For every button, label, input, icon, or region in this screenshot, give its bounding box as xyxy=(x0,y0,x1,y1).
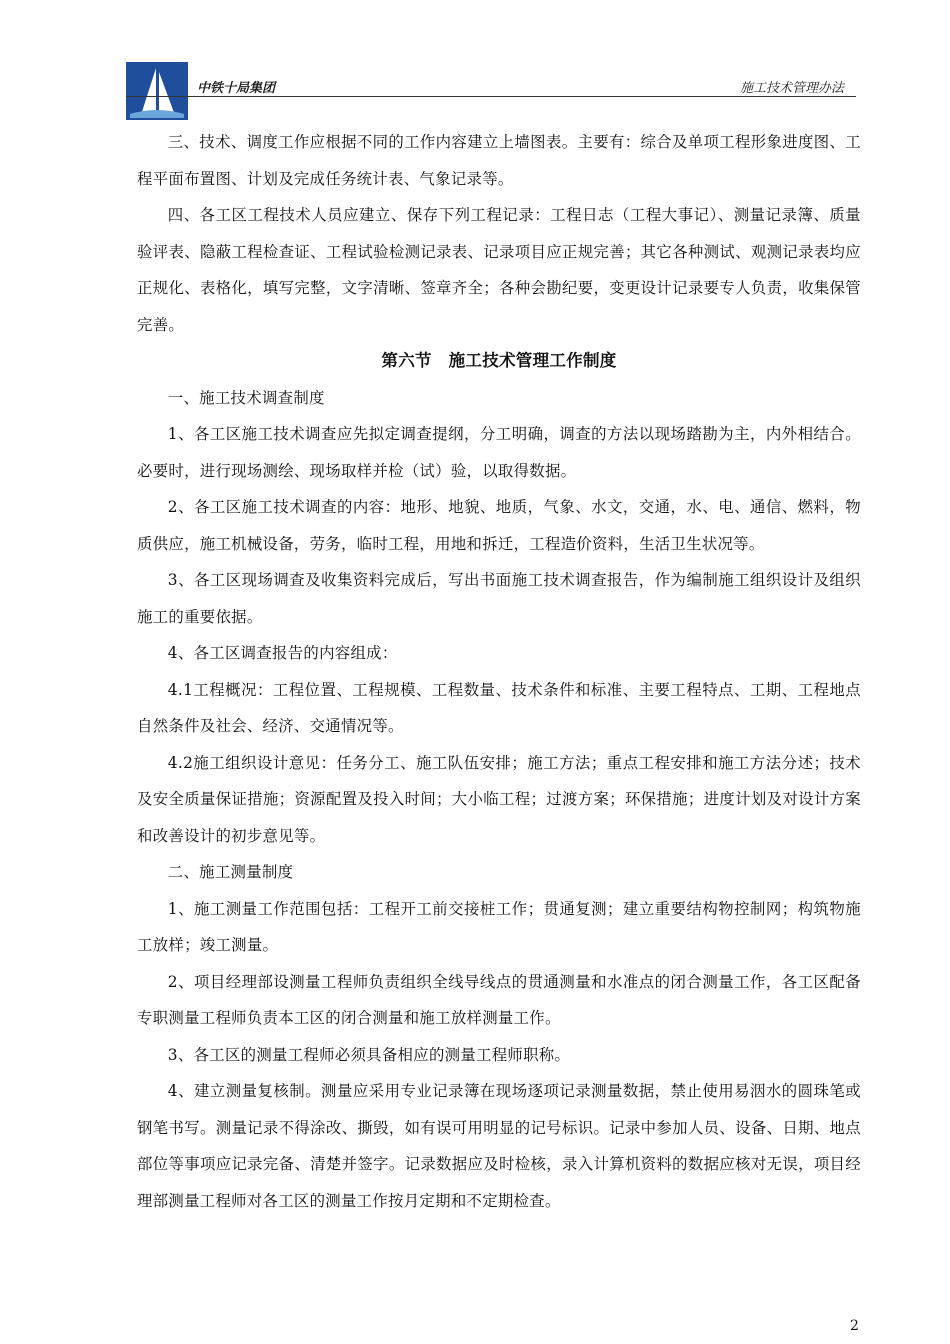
header-doc-title: 施工技术管理办法 xyxy=(739,81,844,96)
paragraph: 1、各工区施工技术调查应先拟定调查提纲，分工明确，调查的方法以现场踏勘为主，内外相结合。必要时，进行现场测绘、现场取样并检（试）验，以取得数据。 xyxy=(137,425,861,480)
page-number: 2 xyxy=(850,1318,859,1334)
paragraph: 四、各工区工程技术人员应建立、保存下列工程记录：工程日志（工程大事记）、测量记录簿、质量验评表、隐蔽工程检查证、工程试验检测记录表、记录项目应正规完善；其它各种测试、观测记录表均应正规化、表格化，填写完整，文字清晰、签章齐全；各种会勘纪要，变更设计记录要专人负责，收集保管完善。 xyxy=(137,206,861,334)
section-heading: 第六节 施工技术管理工作制度 xyxy=(381,351,617,370)
paragraph: 2、各工区施工技术调查的内容：地形、地貌、地质，气象、水文，交通，水、电、通信、燃料，物质供应，施工机械设备，劳务，临时工程，用地和拆迁，工程造价资料，生活卫生状况等。 xyxy=(137,498,861,553)
document-body xyxy=(137,124,861,1219)
paragraph: 3、各工区的测量工程师必须具备相应的测量工程师职称。 xyxy=(167,1045,571,1064)
company-logo xyxy=(126,62,188,120)
paragraph: 4.1工程概况：工程位置、工程规模、工程数量、技术条件和标准、主要工程特点、工期、工程地点自然条件及社会、经济、交通情况等。 xyxy=(137,680,861,735)
paragraph: 4.2施工组织设计意见：任务分工、施工队伍安排；施工方法；重点工程安排和施工方法分述；技术及安全质量保证措施；资源配置及投入时间；大小临工程；过渡方案；环保措施；进度计划及对设计方案和改善设计的初步意见等。 xyxy=(137,753,861,845)
paragraph: 三、技术、调度工作应根据不同的工作内容建立上墙图表。主要有：综合及单项工程形象进度图、工程平面布置图、计划及完成任务统计表、气象记录等。 xyxy=(137,133,861,188)
paragraph: 4、建立测量复核制。测量应采用专业记录簿在现场逐项记录测量数据，禁止使用易洇水的圆珠笔或钢笔书写。测量记录不得涂改、撕毁，如有误可用明显的记号标识。记录中参加人员、设备、日期、地点部位等事项应记录完备、清楚并签字。记录数据应及时检核，录入计算机资料的数据应核对无误，项目经理部测量工程师对各工区的测量工作按月定期和不定期检查。 xyxy=(137,1082,861,1210)
paragraph: 1、施工测量工作范围包括：工程开工前交接桩工作；贯通复测；建立重要结构物控制网；构筑物施工放样；竣工测量。 xyxy=(137,899,861,954)
paragraph: 一、施工技术调查制度 xyxy=(167,388,325,407)
paragraph: 二、施工测量制度 xyxy=(167,863,294,881)
paragraph: 2、项目经理部设测量工程师负责组织全线导线点的贯通测量和水准点的闭合测量工作，各工区配备专职测量工程师负责本工区的闭合测量和施工放样测量工作。 xyxy=(137,972,861,1027)
paragraph: 3、各工区现场调查及收集资料完成后，写出书面施工技术调查报告，作为编制施工组织设计及组织施工的重要依据。 xyxy=(137,571,861,626)
header-company: 中铁十局集团 xyxy=(197,81,276,96)
paragraph: 4、各工区调查报告的内容组成： xyxy=(167,644,398,662)
header-divider xyxy=(126,96,856,97)
